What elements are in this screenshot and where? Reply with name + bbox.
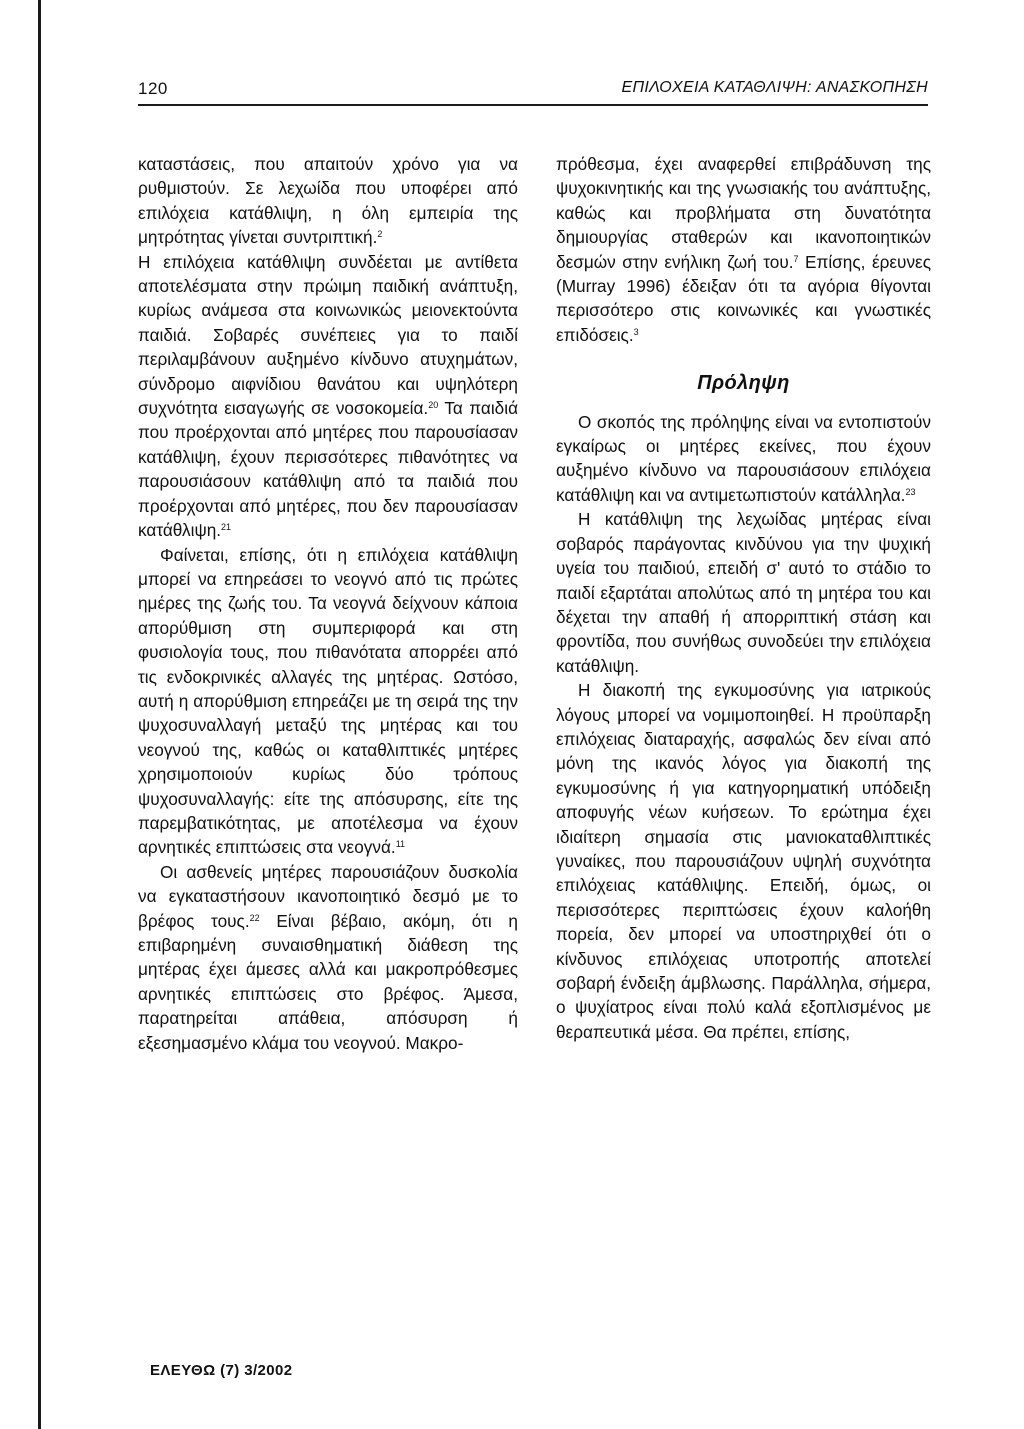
paragraph-text: πρόθεσμα, έχει αναφερθεί επιβράδυνση της ψυχοκινητικής και της γνωσιακής του ανάπτυξης, καθώς και προβλήματα στη δυνατότητα δημιουργίας σταθερών και ικανοποιητικών δεσμών στην ενήλικη ζωή του. [556,154,931,272]
scan-margin-rule [38,0,41,1429]
paragraph-text: καταστάσεις, που απαιτούν χρόνο για να ρυθμιστούν. Σε λεχωίδα που υποφέρει από επιλόχεια κατάθλιψη, η όλη εμπειρία της μητρότητας γίνεται συντριπτική. [138,154,518,248]
paragraph [556,152,931,347]
footer-journal-citation: ΕΛΕΥΘΩ (7) 3/2002 [150,1362,293,1379]
paragraph-text: Οι ασθενείς μητέρες παρουσιάζουν δυσκολία να εγκαταστήσουν ικανοποιητικό δεσμό με το βρέφος τους. [138,861,518,931]
footnote-ref: 11 [395,839,406,850]
paragraph [556,410,931,508]
paragraph-text: Φαίνεται, επίσης, ότι η επιλόχεια κατάθλιψη μπορεί να επηρεάσει το νεογνό από τις πρώτες ημέρες της ζωής του. Τα νεογνά δείχνουν κάποια απορύθμιση στη συμπεριφορά και στη φυσιολογία τους, που πιθανότατα απορρέει από τις ενδοκρινικές αλλαγές της μητέρας. Ωστόσο, αυτή η απορύθμιση επηρεάζει με τη σειρά της την ψυχοσυναλλαγή μεταξύ της μητέρας και του νεογνού της, καθώς οι καταθλιπτικές μητέρες χρησιμοποιούν κυρίως δύο τρόπους ψυχοσυναλλαγής: είτε της απόσυρσης, είτε της παρεμβατικότητας, με αποτέλεσμα να έχουν αρνητικές επιπτώσεις στα νεογνά. [138,544,518,858]
left-column [138,152,518,1055]
paragraph [138,250,518,543]
paragraph-text: Η κατάθλιψη της λεχωίδας μητέρας είναι σοβαρός παράγοντας κινδύνου για την ψυχική υγεία του παιδιού, επειδή σ' αυτό το στάδιο το παιδί εξαρτάται απολύτως από τη μητέρα του και δέχεται την απαθή ή απορριπτική στάση και φροντίδα, που συνήθως συνοδεύει την επιλόχεια κατάθλιψη. [556,509,931,676]
footnote-ref: 7 [793,253,799,264]
footnote-ref: 23 [905,486,916,497]
paragraph [556,678,931,1044]
page-number: 120 [138,79,168,98]
paragraph-text: Η επιλόχεια κατάθλιψη συνδέεται με αντίθετα αποτελέσματα στην πρώιμη παιδική ανάπτυξη, κυρίως ανάμεσα στα κοινωνικώς μειονεκτούντα παιδιά. Σοβαρές συνέπειες για το παιδί περιλαμβάνουν αυξημένο κίνδυνο ατυχημάτων, σύνδρομο αιφνίδιου θανάτου και υψηλότερη συχνότητα εισαγωγής σε νοσοκομεία. [138,251,518,419]
running-header-title: ΕΠΙΛΟΧΕΙΑ ΚΑΤΑΘΛΙΨΗ: ΑΝΑΣΚΟΠΗΣΗ [621,79,928,96]
left-column-body [138,152,518,1055]
paragraph-text: Τα παιδιά που προέρχονται από μητέρες που παρουσίασαν κατάθλιψη, έχουν περισσότερες πιθανότητες να παρουσιάσουν κατάθλιψη από τα παιδιά που προέρχονται από μητέρες, που δεν παρουσίασαν κατάθλιψη. [138,398,518,541]
right-column [556,152,931,1044]
footnote-ref: 2 [377,229,383,240]
footnote-ref: 3 [633,326,639,337]
paragraph [138,860,518,1055]
right-column-top-body [556,152,931,347]
section-heading-prevention: Πρόληψη [697,372,790,395]
header-divider [138,104,928,106]
paragraph-text: Είναι βέβαιο, ακόμη, ότι η επιβαρημένη συναισθηματική διάθεση της μητέρας έχει άμεσες αλλά και μακροπρόθεσμες αρνητικές επιπτώσεις στο βρέφος. Άμεσα, παρατηρείται απάθεια, απόσυρση ή εξεσημασμένο κλάμα του νεογνού. Μακρο- [138,910,518,1053]
footnote-ref: 20 [428,400,439,411]
paragraph [138,152,518,250]
paragraph-text: Επίσης, έρευνες (Murray 1996) έδειξαν ότι τα αγόρια θίγονται περισσότερο στις κοινωνικές και γνωστικές επιδόσεις. [556,251,931,345]
paragraph [556,507,931,678]
right-column-bottom-body [556,410,931,1045]
footnote-ref: 21 [221,522,232,533]
paragraph-text: Η διακοπή της εγκυμοσύνης για ιατρικούς λόγους μπορεί να νομιμοποιηθεί. Η προϋπαρξη επιλόχειας διαταραχής, ασφαλώς δεν είναι από μόνη της ικανός λόγος για διακοπή της εγκυμοσύνης ή για κατηγορηματική υπόδειξη αποφυγής νέων κυήσεων. Το ερώτημα έχει ιδιαίτερη σημασία στις μανιοκαταθλιπτικές γυναίκες, που παρουσιάζουν υψηλή συχνότητα επιλόχειας κατάθλιψης. Επειδή, όμως, οι περισσότερες περιπτώσεις έχουν καλοήθη πορεία, δεν μπορεί να υποστηριχθεί ότι ο κίνδυνος επιλόχειας υποτροπής αποτελεί σοβαρή ένδειξη άμβλωσης. Παράλληλα, σήμερα, ο ψυχίατρος είναι πολύ καλά εξοπλισμένος με θεραπευτικά μέσα. Θα πρέπει, επίσης, [556,680,931,1042]
paragraph-text: Ο σκοπός της πρόληψης είναι να εντοπιστούν εγκαίρως οι μητέρες εκείνες, που έχουν αυξημένο κίνδυνο να παρουσιάσουν επιλόχεια κατάθλιψη και να αντιμετωπιστούν κατάλληλα. [556,411,931,505]
paragraph [138,543,518,860]
footnote-ref: 22 [249,912,260,923]
